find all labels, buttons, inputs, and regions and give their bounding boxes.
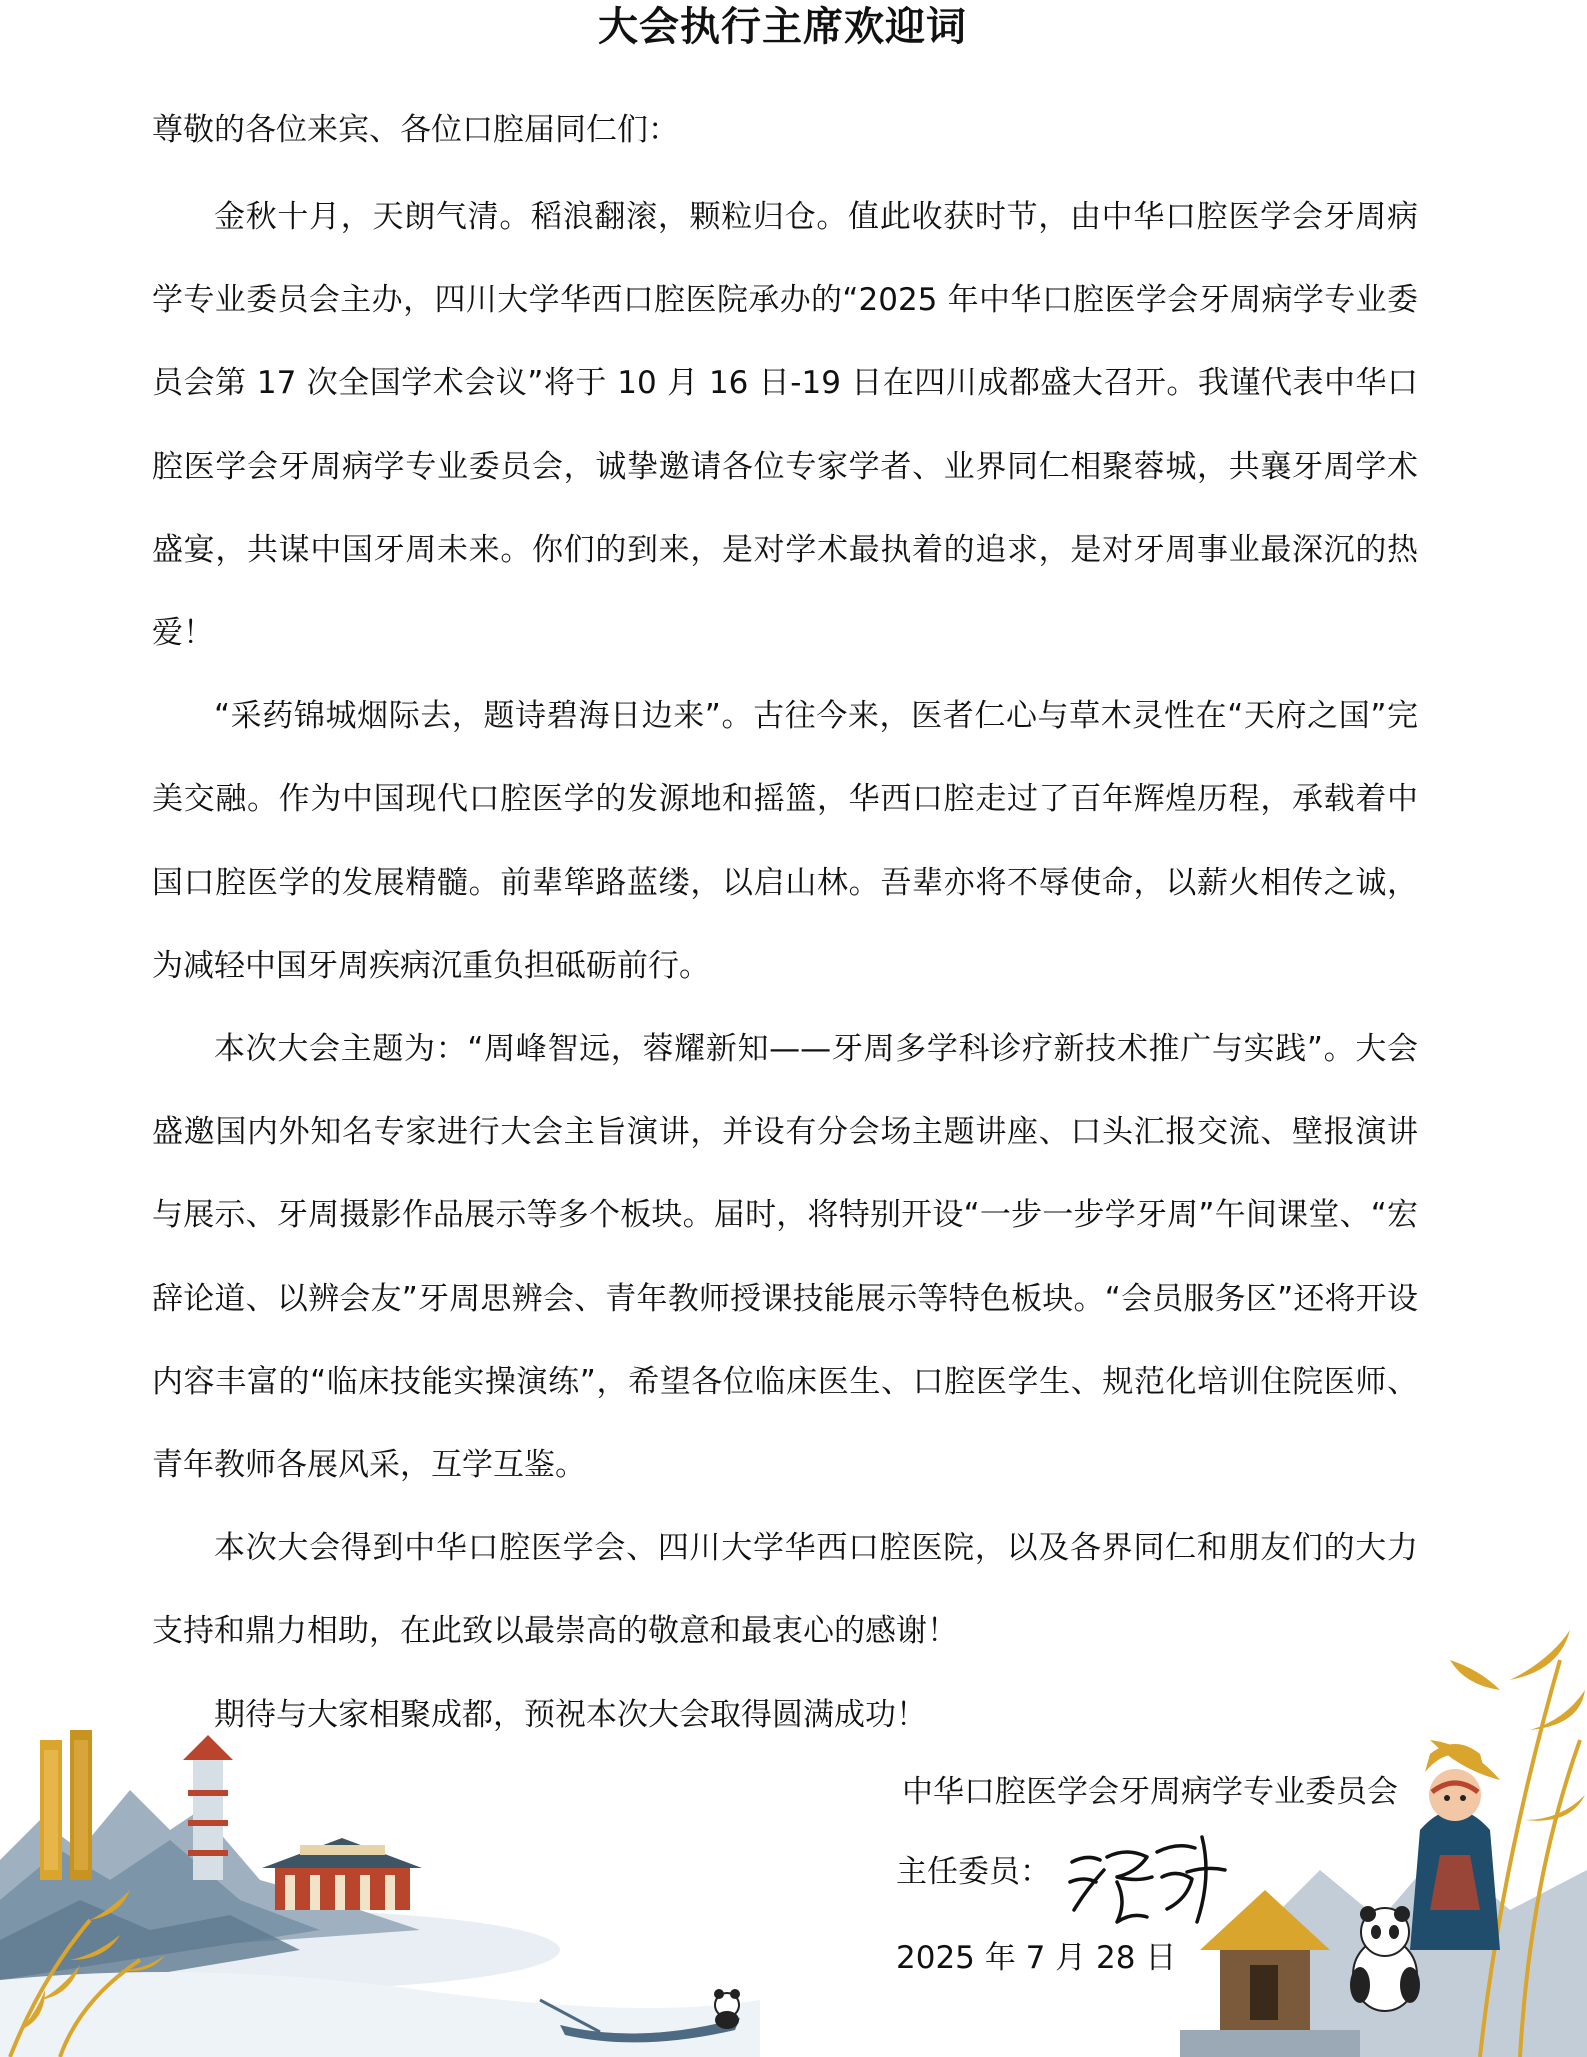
letter-body bbox=[152, 176, 1418, 1757]
chair-label: 主任委员： bbox=[896, 1854, 1051, 1890]
paragraph-2: “采药锦城烟际去，题诗碧海日边来”。古往今来，医者仁心与草木灵性在“天府之国”完美交融。作为中国现代口腔医学的发源地和摇篮，华西口腔走过了百年辉煌历程，承载着中国口腔医学的发展精髓。前辈筚路蓝缕，以启山林。吾辈亦将不辱使命，以薪火相传之诚，为减轻中国牙周疾病沉重负担砥砺前行。 bbox=[152, 698, 1418, 984]
chengdu-landmarks-illustration bbox=[0, 1700, 760, 2057]
paragraph-4: 本次大会得到中华口腔医学会、四川大学华西口腔医院，以及各界同仁和朋友们的大力支持和鼎力相助，在此致以最崇高的敬意和最衷心的感谢！ bbox=[152, 1530, 1418, 1650]
paragraph-5: 期待与大家相聚成都，预祝本次大会取得圆满成功！ bbox=[214, 1696, 927, 1733]
signature-organization: 中华口腔医学会牙周病学专业委员会 bbox=[902, 1774, 1398, 1810]
paragraph-3: 本次大会主题为：“周峰智远，蓉耀新知——牙周多学科诊疗新技术推广与实践”。大会盛邀国内外知名专家进行大会主旨演讲，并设有分会场主题讲座、口头汇报交流、壁报演讲与展示、牙周摄影作品展示等多个板块。届时，将特别开设“一步一步学牙周”午间课堂、“宏辞论道、以辨会友”牙周思辨会、青年教师授课技能展示等特色板块。“会员服务区”还将开设内容丰富的“临床技能实操演练”，希望各位临床医生、口腔医学生、规范化培训住院医师、青年教师各展风采，互学互鉴。 bbox=[152, 1031, 1418, 1484]
bamboo-panda-opera-illustration bbox=[1180, 1620, 1587, 2057]
signature-date: 2025 年 7 月 28 日 bbox=[896, 1940, 1177, 1976]
page-title: 大会执行主席欢迎词 bbox=[598, 4, 967, 50]
salutation: 尊敬的各位来宾、各位口腔届同仁们： bbox=[152, 112, 679, 148]
paragraph-1: 金秋十月，天朗气清。稻浪翻滚，颗粒归仓。值此收获时节，由中华口腔医学会牙周病学专业委员会主办，四川大学华西口腔医院承办的“2025 年中华口腔医学会牙周病学专业委员会第 17 次全国学术会议”将于 10 月 16 日-19 日在四川成都盛大召开。我谨代表中华口腔医学会牙周病学专业委员会，诚挚邀请各位专家学者、业界同仁相聚蓉城，共襄牙周学术盛宴，共谋中国牙周未来。你们的到来，是对学术最执着的追求，是对牙周事业最深沉的热爱！ bbox=[152, 199, 1418, 652]
handwritten-signature bbox=[1062, 1822, 1232, 1932]
